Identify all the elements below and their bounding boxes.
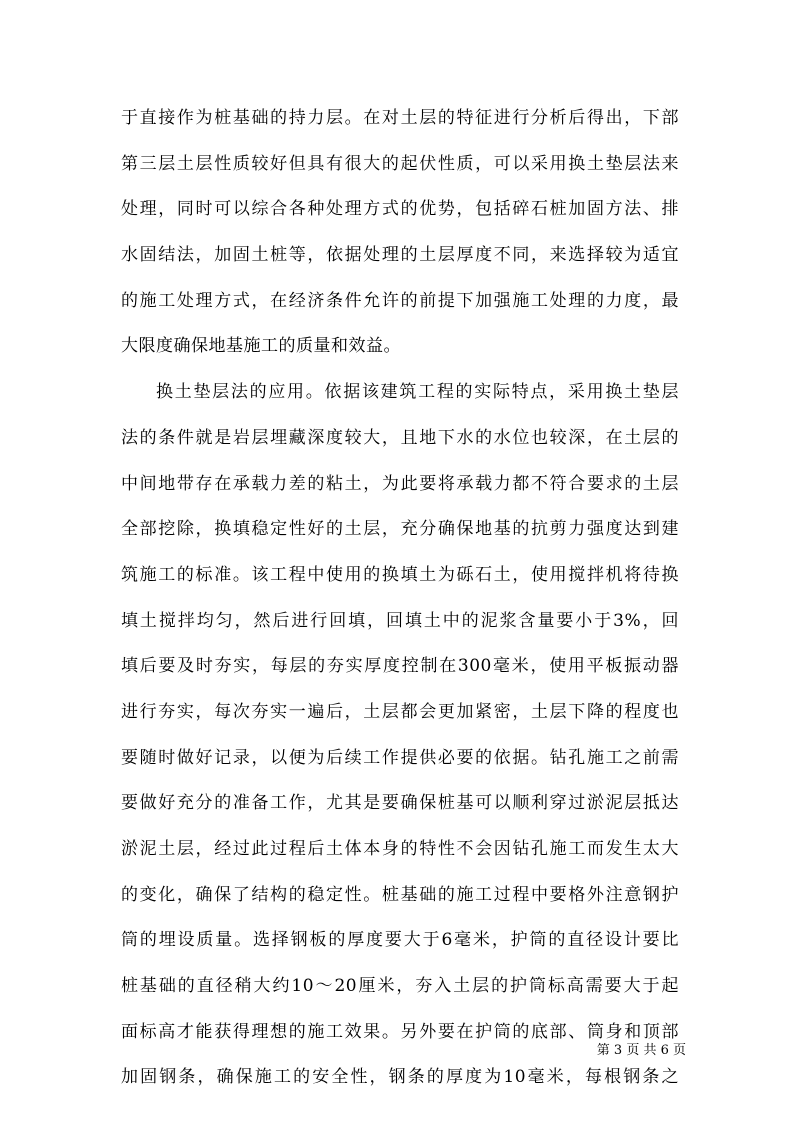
text-line: 换土垫层法的应用。依据该建筑工程的实际特点，采用换土垫层	[156, 382, 679, 403]
text-line: 桩基础的直径稍大约10～20厘米，夯入土层的护筒标高需要大于起	[121, 976, 679, 997]
body-text	[121, 96, 679, 1101]
text-line: 进行夯实，每次夯实一遍后，土层都会更加紧密，土层下降的程度也	[121, 701, 679, 722]
text-line: 大限度确保地基施工的质量和效益。	[121, 336, 401, 357]
text-line: 第三层土层性质较好但具有很大的起伏性质，可以采用换土垫层法来	[121, 153, 679, 174]
text-line: 面标高才能获得理想的施工效果。另外要在护筒的底部、筒身和顶部	[121, 1021, 679, 1042]
text-line: 填土搅拌均匀，然后进行回填，回填土中的泥浆含量要小于3%，回	[121, 610, 679, 631]
text-line: 处理，同时可以综合各种处理方式的优势，包括碎石桩加固方法、排	[121, 199, 679, 220]
text-line: 筑施工的标准。该工程中使用的换填土为砾石土，使用搅拌机将待换	[121, 564, 679, 585]
page-number: 第 3 页 共 6 页	[596, 1043, 686, 1058]
text-line: 筒的埋设质量。选择钢板的厚度要大于6毫米，护筒的直径设计要比	[121, 930, 679, 951]
text-line: 加固钢条，确保施工的安全性，钢条的厚度为10毫米，每根钢条之	[121, 1067, 679, 1088]
text-line: 要随时做好记录，以便为后续工作提供必要的依据。钻孔施工之前需	[121, 747, 679, 768]
text-line: 于直接作为桩基础的持力层。在对土层的特征进行分析后得出，下部	[121, 108, 679, 128]
text-line: 中间地带存在承载力差的粘土，为此要将承载力都不符合要求的土层	[121, 473, 679, 494]
text-line: 的变化，确保了结构的稳定性。桩基础的施工过程中要格外注意钢护	[121, 884, 679, 905]
text-line: 要做好充分的准备工作，尤其是要确保桩基可以顺利穿过淤泥层抵达	[121, 793, 679, 814]
text-line: 填后要及时夯实，每层的夯实厚度控制在300毫米，使用平板振动器	[121, 656, 679, 677]
text-line: 水固结法，加固土桩等，依据处理的土层厚度不同，来选择较为适宜	[121, 245, 679, 266]
text-line: 法的条件就是岩层埋藏深度较大，且地下水的水位也较深，在土层的	[121, 427, 679, 448]
text-line: 全部挖除，换填稳定性好的土层，充分确保地基的抗剪力强度达到建	[121, 519, 679, 540]
text-line: 淤泥土层，经过此过程后土体本身的特性不会因钻孔施工而发生太大	[121, 839, 679, 859]
text-line: 的施工处理方式，在经济条件允许的前提下加强施工处理的力度，最	[121, 290, 679, 311]
